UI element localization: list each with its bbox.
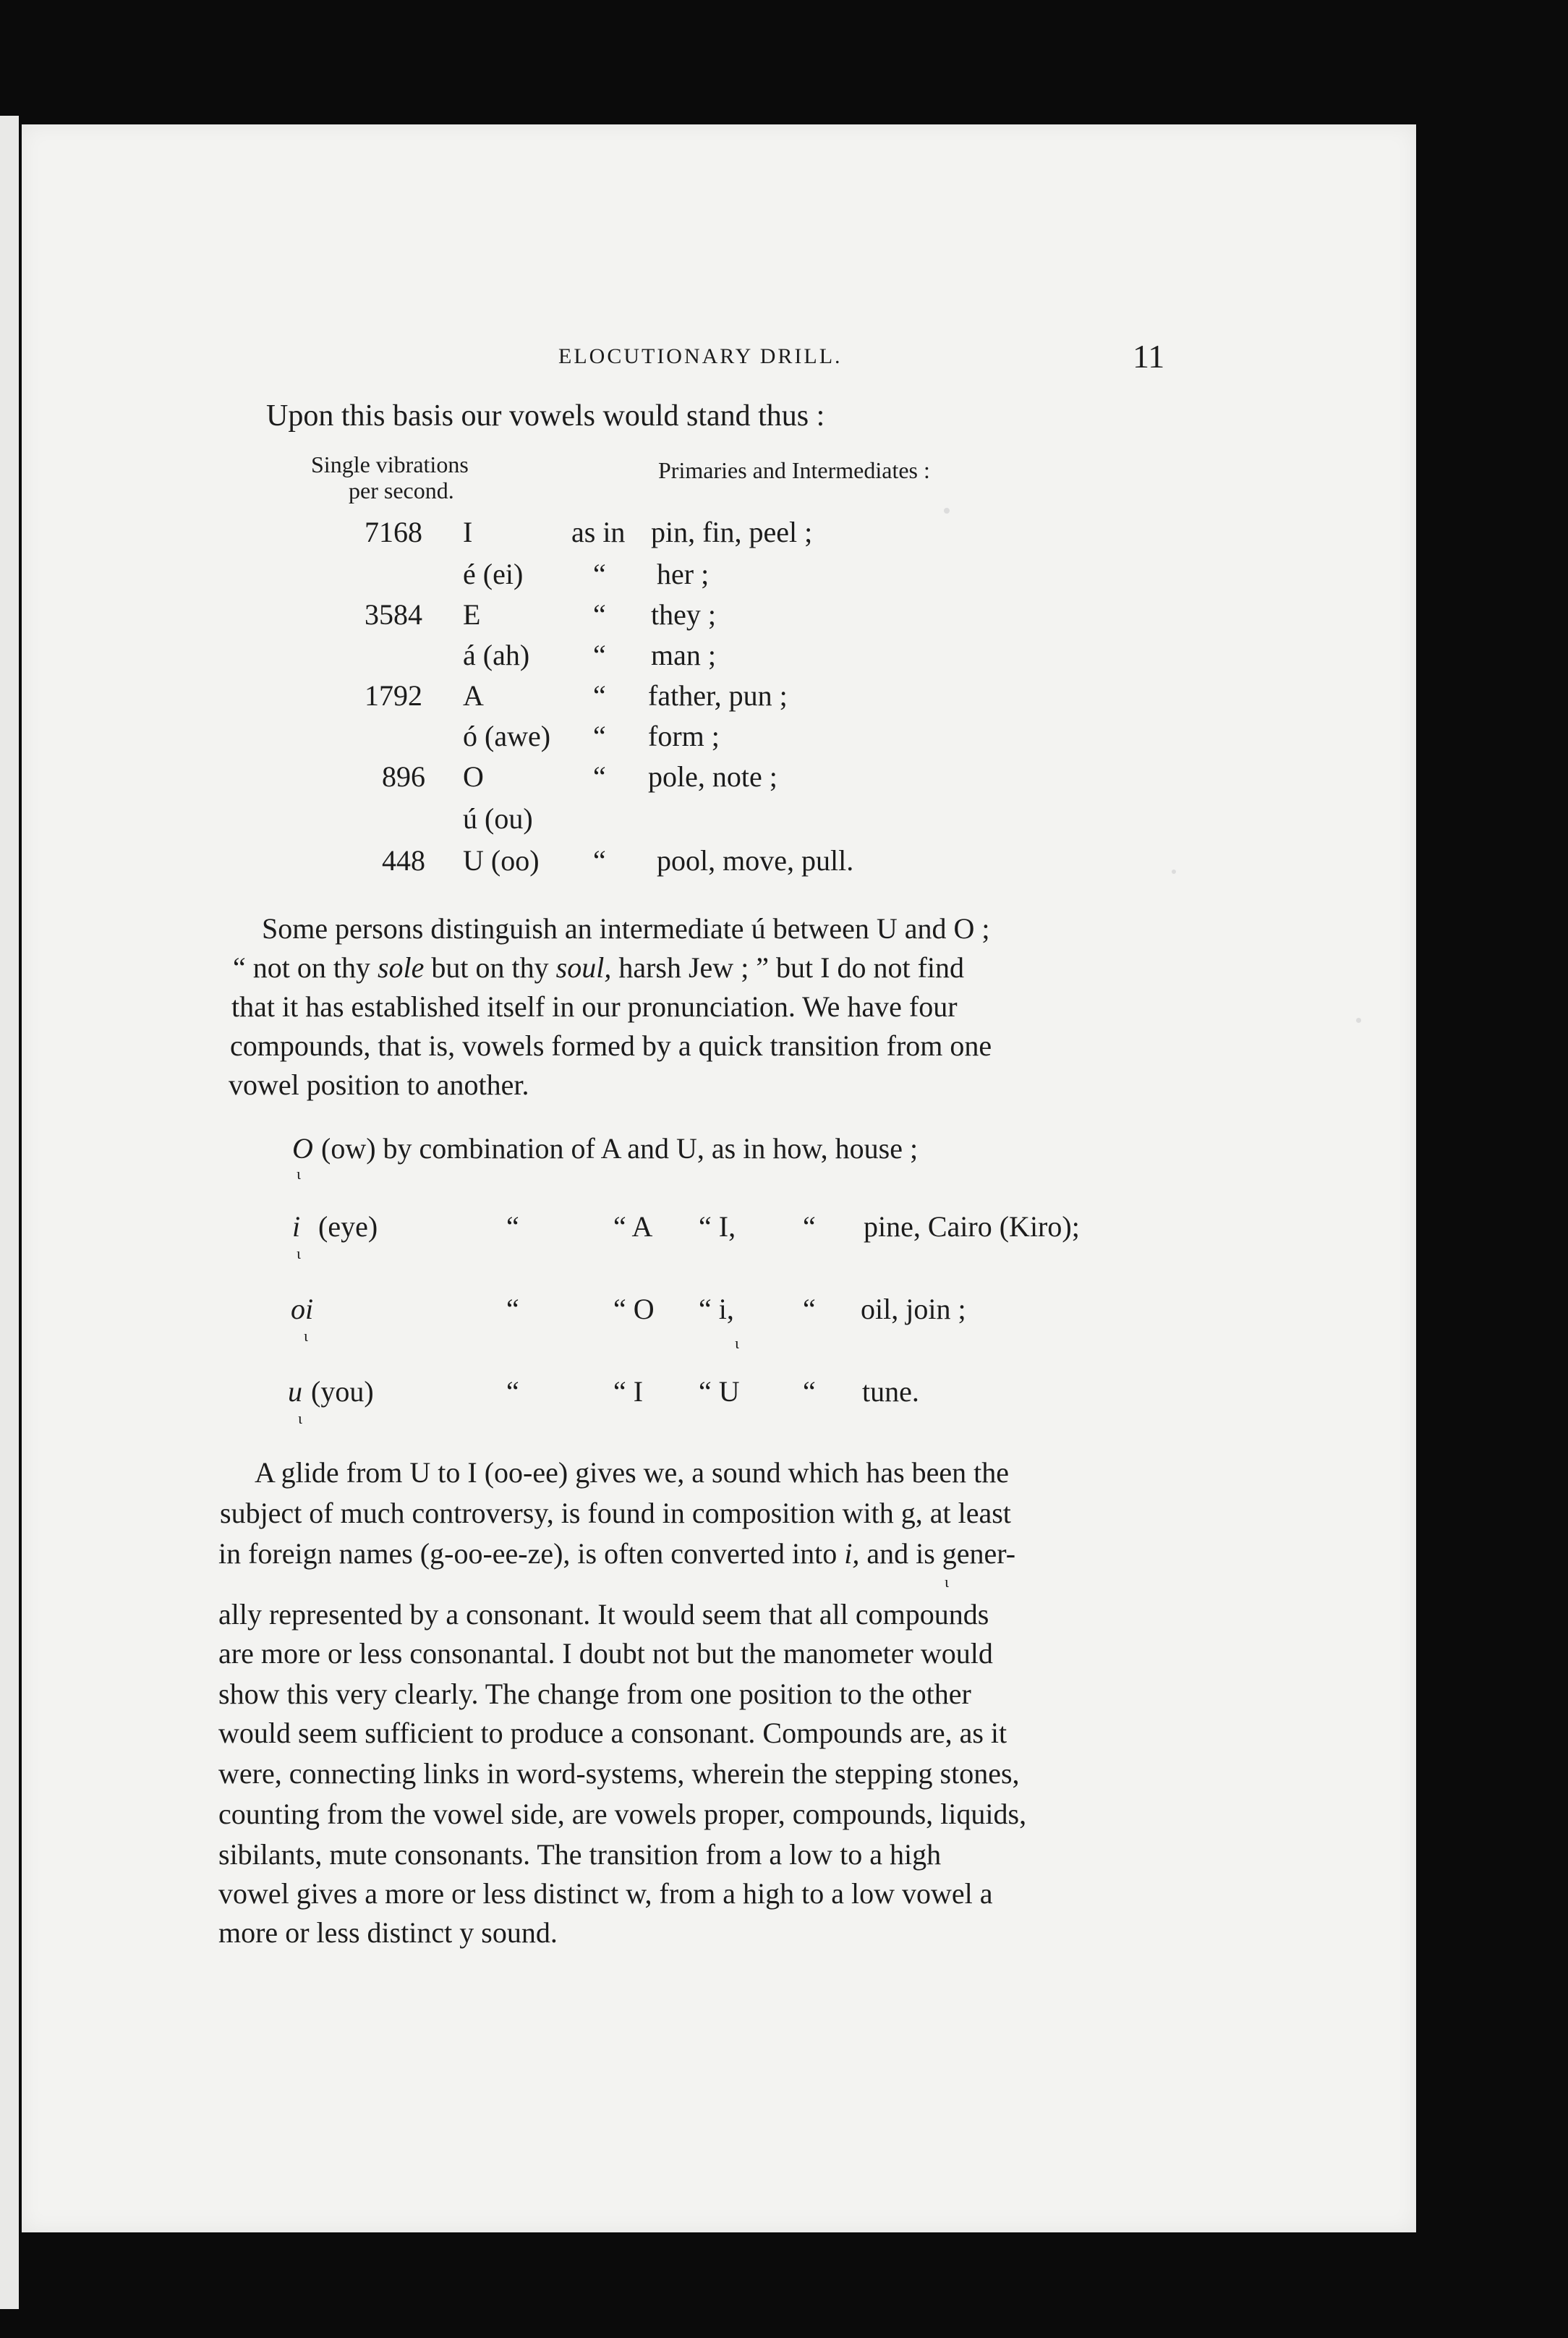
table-examples: her ; [657, 558, 710, 590]
para2-line: show this very clearly. The change from one position to the other [218, 1678, 971, 1710]
compound-second: “ U [699, 1375, 740, 1408]
para1-line [233, 953, 964, 982]
table-ditto: as in [571, 516, 626, 548]
ditto-mark: “ [803, 1210, 816, 1243]
ditto-mark: “ [506, 1375, 519, 1408]
para2-line: subject of much controversy, is found in composition with g, at least [220, 1497, 1011, 1529]
table-freq: 1792 [365, 679, 422, 712]
accent-mark: ι [735, 1334, 739, 1352]
accent-mark: ι [945, 1573, 949, 1591]
para1-line: that it has established itself in our pronunciation. We have four [231, 990, 958, 1023]
table-freq: 448 [382, 844, 425, 877]
table-ditto: “ [593, 558, 606, 590]
ditto-mark: “ [803, 1293, 816, 1325]
italic-word: sole [377, 951, 425, 984]
para2-line [218, 1539, 1015, 1568]
compound-first: “ A [613, 1210, 653, 1243]
para2-line: more or less distinct y sound. [218, 1916, 558, 1949]
text-span: harsh Jew ; ” but I do not find [618, 951, 965, 984]
para2-line: were, connecting links in word-systems, wherein the stepping stones, [218, 1757, 1020, 1790]
compound-second: “ i, [699, 1293, 734, 1325]
table-examples: pole, note ; [648, 760, 777, 793]
table-examples: form ; [648, 720, 720, 752]
table-vowel: A [463, 679, 484, 712]
table-vowel: I [463, 516, 473, 548]
compound-example: oil, join ; [861, 1293, 966, 1325]
paper-speck [944, 508, 950, 514]
compound-first: “ I [613, 1375, 644, 1408]
para1-line: Some persons distinguish an intermediate ú between U and O ; [262, 912, 990, 945]
compound-example: tune. [862, 1375, 919, 1408]
table-ditto: “ [593, 760, 606, 793]
compound-sound: (you) [311, 1375, 374, 1408]
compound-symbol: u [288, 1375, 302, 1408]
table-examples: they ; [651, 598, 716, 631]
para2-line: would seem sufficient to produce a consonant. Compounds are, as it [218, 1717, 1007, 1749]
para2-line: are more or less consonantal. I doubt not but the manometer would [218, 1637, 993, 1670]
para2-line: vowel gives a more or less distinct w, from a high to a low vowel a [218, 1877, 993, 1910]
accent-mark: ι [304, 1327, 308, 1345]
para2-line: counting from the vowel side, are vowels proper, compounds, liquids, [218, 1798, 1027, 1830]
table-vowel: U (oo) [463, 844, 540, 877]
text-span: and is gener- [866, 1537, 1016, 1570]
ditto-mark: “ [506, 1293, 519, 1325]
table-vowel: O [463, 760, 484, 793]
page-number: 11 [1133, 338, 1165, 375]
col1-heading: Single vibrations [311, 451, 469, 477]
compound-second: “ I, [699, 1210, 736, 1243]
col2-heading: Primaries and Intermediates : [658, 457, 930, 483]
text-span: “ not on thy [233, 951, 370, 984]
compound-sound: (eye) [318, 1210, 378, 1243]
table-ditto: “ [593, 639, 606, 671]
accent-mark: ι [297, 1165, 301, 1183]
compound-first: “ O [613, 1293, 655, 1325]
compound-description: (ow) by combination of A and U, as in how, house ; [321, 1132, 919, 1165]
table-freq: 3584 [365, 598, 422, 631]
table-ditto: “ [593, 679, 606, 712]
para1-line: vowel position to another. [229, 1068, 529, 1101]
para2-line: ally represented by a consonant. It would seem that all compounds [218, 1598, 989, 1631]
table-freq: 896 [382, 760, 425, 793]
paper-speck [1356, 1018, 1361, 1023]
text-span: but on thy [431, 951, 549, 984]
table-vowel: E [463, 598, 481, 631]
table-examples: man ; [651, 639, 716, 671]
table-examples: pool, move, pull. [657, 844, 854, 877]
compound-symbol: O [292, 1132, 313, 1165]
accent-mark: ι [298, 1409, 302, 1427]
table-examples: pin, fin, peel ; [651, 516, 813, 548]
para2-line: A glide from U to I (oo-ee) gives we, a sound which has been the [255, 1456, 1010, 1489]
table-freq: 7168 [365, 516, 422, 548]
para2-line: sibilants, mute consonants. The transition from a low to a high [218, 1838, 942, 1871]
intro-line: Upon this basis our vowels would stand thus : [266, 399, 825, 433]
table-ditto: “ [593, 598, 606, 631]
table-vowel: ó (awe) [463, 720, 551, 752]
italic-word: soul, [555, 951, 612, 984]
text-span: in foreign names (g-oo-ee-ze), is often converted into [218, 1537, 838, 1570]
col1-heading-sub: per second. [349, 477, 454, 503]
table-ditto: “ [593, 844, 606, 877]
compound-symbol: i [292, 1210, 301, 1243]
ditto-mark: “ [803, 1375, 816, 1408]
para1-line: compounds, that is, vowels formed by a quick transition from one [230, 1029, 992, 1062]
compound-symbol: oi [291, 1293, 314, 1325]
ditto-mark: “ [506, 1210, 519, 1243]
adjacent-page-edge [0, 116, 19, 2309]
compound-example: pine, Cairo (Kiro); [864, 1210, 1080, 1243]
table-ditto: “ [593, 720, 606, 752]
table-vowel: á (ah) [463, 639, 530, 671]
table-vowel: ú (ou) [463, 802, 533, 835]
accent-mark: ι [297, 1244, 301, 1262]
running-title: ELOCUTIONARY DRILL. [558, 344, 843, 368]
table-examples: father, pun ; [648, 679, 788, 712]
paper-speck [1172, 870, 1176, 874]
table-vowel: é (ei) [463, 558, 524, 590]
italic-word: i, [844, 1537, 860, 1570]
